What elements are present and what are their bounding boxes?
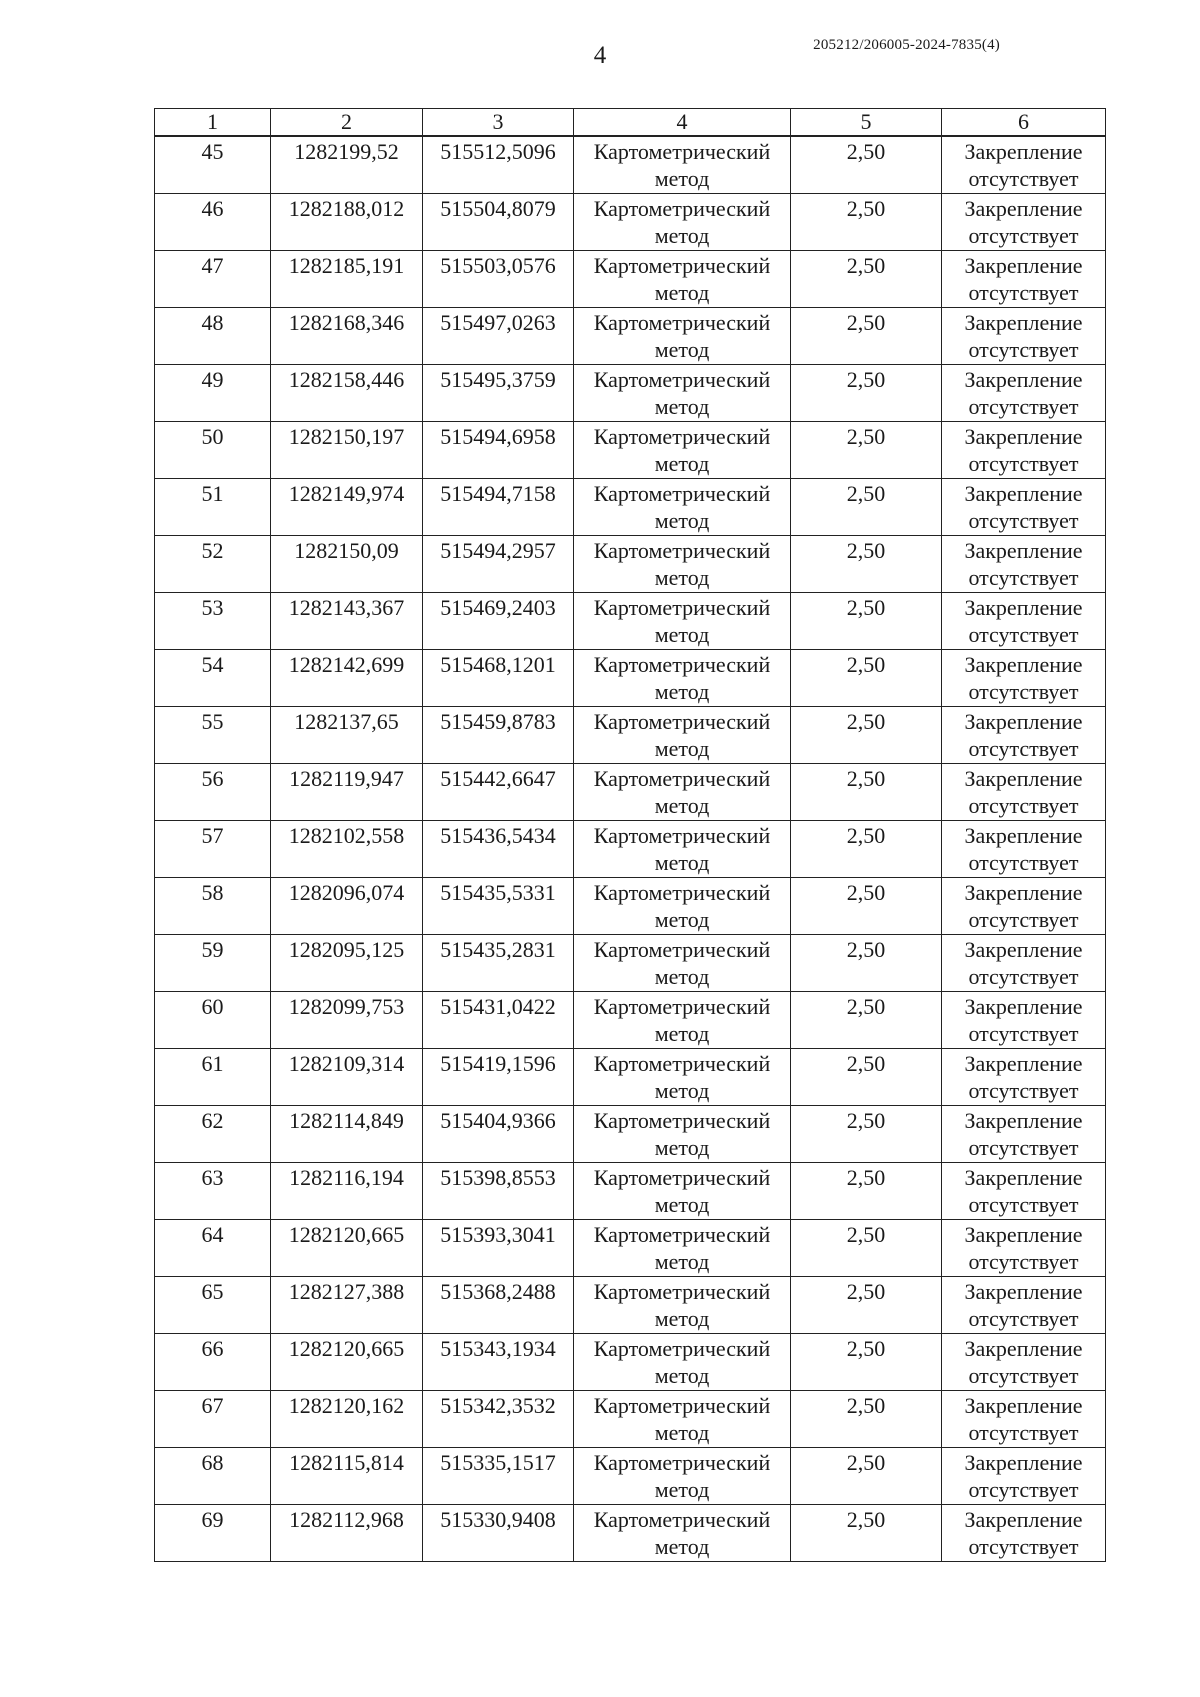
table-body xyxy=(155,136,1106,1562)
method-line-1: Картометрический xyxy=(593,310,771,335)
x-coordinate-cell: 1282114,849 xyxy=(271,1106,423,1163)
x-coordinate-cell: 1282150,09 xyxy=(271,536,423,593)
x-coordinate-cell: 1282150,197 xyxy=(271,422,423,479)
y-coordinate-cell: 515398,8553 xyxy=(423,1163,574,1220)
accuracy-cell: 2,50 xyxy=(791,1448,942,1505)
point-number-cell: 57 xyxy=(155,821,271,878)
method-line-1: Картометрический xyxy=(593,1051,771,1076)
fixation-cell xyxy=(942,593,1106,650)
table-row xyxy=(155,707,1106,764)
fixation-line-1: Закрепление xyxy=(964,1393,1083,1418)
accuracy-cell: 2,50 xyxy=(791,422,942,479)
point-number-cell: 69 xyxy=(155,1505,271,1562)
method-line-2: метод xyxy=(654,166,710,191)
method-line-1: Картометрический xyxy=(593,937,771,962)
method-cell xyxy=(574,707,791,764)
fixation-line-2: отсутствует xyxy=(968,508,1079,533)
y-coordinate-cell: 515504,8079 xyxy=(423,194,574,251)
fixation-cell xyxy=(942,1391,1106,1448)
method-line-1: Картометрический xyxy=(593,424,771,449)
accuracy-cell: 2,50 xyxy=(791,650,942,707)
method-line-1: Картометрический xyxy=(593,139,771,164)
method-cell xyxy=(574,1391,791,1448)
method-line-1: Картометрический xyxy=(593,481,771,506)
point-number-cell: 61 xyxy=(155,1049,271,1106)
fixation-cell xyxy=(942,536,1106,593)
fixation-line-2: отсутствует xyxy=(968,736,1079,761)
fixation-line-2: отсутствует xyxy=(968,166,1079,191)
method-line-2: метод xyxy=(654,736,710,761)
column-header: 1 xyxy=(155,109,271,137)
fixation-cell xyxy=(942,1220,1106,1277)
fixation-line-2: отсутствует xyxy=(968,793,1079,818)
fixation-line-1: Закрепление xyxy=(964,253,1083,278)
x-coordinate-cell: 1282120,665 xyxy=(271,1220,423,1277)
point-number-cell: 66 xyxy=(155,1334,271,1391)
fixation-line-2: отсутствует xyxy=(968,1363,1079,1388)
fixation-line-1: Закрепление xyxy=(964,1507,1083,1532)
accuracy-cell: 2,50 xyxy=(791,1277,942,1334)
method-line-1: Картометрический xyxy=(593,1108,771,1133)
y-coordinate-cell: 515442,6647 xyxy=(423,764,574,821)
table-row xyxy=(155,194,1106,251)
method-cell xyxy=(574,764,791,821)
fixation-line-1: Закрепление xyxy=(964,1165,1083,1190)
accuracy-cell: 2,50 xyxy=(791,1334,942,1391)
point-number-cell: 52 xyxy=(155,536,271,593)
fixation-line-1: Закрепление xyxy=(964,595,1083,620)
fixation-line-1: Закрепление xyxy=(964,937,1083,962)
method-line-1: Картометрический xyxy=(593,196,771,221)
fixation-line-2: отсутствует xyxy=(968,679,1079,704)
table-row xyxy=(155,650,1106,707)
accuracy-cell: 2,50 xyxy=(791,992,942,1049)
method-line-2: метод xyxy=(654,1192,710,1217)
method-line-1: Картометрический xyxy=(593,652,771,677)
point-number-cell: 45 xyxy=(155,136,271,194)
fixation-line-2: отсутствует xyxy=(968,622,1079,647)
method-line-1: Картометрический xyxy=(593,1279,771,1304)
fixation-cell xyxy=(942,707,1106,764)
accuracy-cell: 2,50 xyxy=(791,764,942,821)
fixation-line-2: отсутствует xyxy=(968,223,1079,248)
table-header xyxy=(155,109,1106,137)
fixation-line-1: Закрепление xyxy=(964,139,1083,164)
fixation-line-1: Закрепление xyxy=(964,709,1083,734)
table-row xyxy=(155,935,1106,992)
fixation-line-1: Закрепление xyxy=(964,424,1083,449)
point-number-cell: 48 xyxy=(155,308,271,365)
method-line-2: метод xyxy=(654,1306,710,1331)
method-cell xyxy=(574,992,791,1049)
fixation-cell xyxy=(942,935,1106,992)
point-number-cell: 47 xyxy=(155,251,271,308)
fixation-line-1: Закрепление xyxy=(964,1336,1083,1361)
x-coordinate-cell: 1282116,194 xyxy=(271,1163,423,1220)
x-coordinate-cell: 1282185,191 xyxy=(271,251,423,308)
method-line-2: метод xyxy=(654,1135,710,1160)
fixation-line-1: Закрепление xyxy=(964,310,1083,335)
fixation-line-2: отсутствует xyxy=(968,1021,1079,1046)
column-header: 4 xyxy=(574,109,791,137)
column-header: 3 xyxy=(423,109,574,137)
fixation-line-1: Закрепление xyxy=(964,994,1083,1019)
y-coordinate-cell: 515468,1201 xyxy=(423,650,574,707)
fixation-cell xyxy=(942,251,1106,308)
y-coordinate-cell: 515393,3041 xyxy=(423,1220,574,1277)
point-number-cell: 49 xyxy=(155,365,271,422)
x-coordinate-cell: 1282143,367 xyxy=(271,593,423,650)
fixation-line-2: отсутствует xyxy=(968,850,1079,875)
method-cell xyxy=(574,365,791,422)
y-coordinate-cell: 515342,3532 xyxy=(423,1391,574,1448)
accuracy-cell: 2,50 xyxy=(791,1220,942,1277)
table-row xyxy=(155,878,1106,935)
point-number-cell: 63 xyxy=(155,1163,271,1220)
table-row xyxy=(155,1505,1106,1562)
table-row xyxy=(155,251,1106,308)
x-coordinate-cell: 1282142,699 xyxy=(271,650,423,707)
table-row xyxy=(155,764,1106,821)
fixation-cell xyxy=(942,308,1106,365)
point-number-cell: 64 xyxy=(155,1220,271,1277)
accuracy-cell: 2,50 xyxy=(791,365,942,422)
accuracy-cell: 2,50 xyxy=(791,251,942,308)
fixation-cell xyxy=(942,1106,1106,1163)
y-coordinate-cell: 515368,2488 xyxy=(423,1277,574,1334)
accuracy-cell: 2,50 xyxy=(791,308,942,365)
fixation-line-2: отсутствует xyxy=(968,565,1079,590)
fixation-cell xyxy=(942,764,1106,821)
y-coordinate-cell: 515435,2831 xyxy=(423,935,574,992)
fixation-cell xyxy=(942,136,1106,194)
x-coordinate-cell: 1282149,974 xyxy=(271,479,423,536)
accuracy-cell: 2,50 xyxy=(791,479,942,536)
method-line-1: Картометрический xyxy=(593,253,771,278)
y-coordinate-cell: 515497,0263 xyxy=(423,308,574,365)
x-coordinate-cell: 1282099,753 xyxy=(271,992,423,1049)
method-cell xyxy=(574,1220,791,1277)
fixation-line-1: Закрепление xyxy=(964,652,1083,677)
point-number-cell: 46 xyxy=(155,194,271,251)
method-line-2: метод xyxy=(654,394,710,419)
fixation-cell xyxy=(942,650,1106,707)
method-line-2: метод xyxy=(654,964,710,989)
point-number-cell: 50 xyxy=(155,422,271,479)
accuracy-cell: 2,50 xyxy=(791,707,942,764)
accuracy-cell: 2,50 xyxy=(791,821,942,878)
point-number-cell: 51 xyxy=(155,479,271,536)
x-coordinate-cell: 1282188,012 xyxy=(271,194,423,251)
fixation-line-2: отсутствует xyxy=(968,1306,1079,1331)
accuracy-cell: 2,50 xyxy=(791,194,942,251)
accuracy-cell: 2,50 xyxy=(791,1505,942,1562)
fixation-line-1: Закрепление xyxy=(964,766,1083,791)
fixation-line-2: отсутствует xyxy=(968,1192,1079,1217)
table-row xyxy=(155,536,1106,593)
point-number-cell: 53 xyxy=(155,593,271,650)
table-row xyxy=(155,365,1106,422)
table-row xyxy=(155,1049,1106,1106)
accuracy-cell: 2,50 xyxy=(791,1049,942,1106)
method-cell xyxy=(574,935,791,992)
point-number-cell: 56 xyxy=(155,764,271,821)
fixation-cell xyxy=(942,1163,1106,1220)
method-cell xyxy=(574,878,791,935)
document-id: 205212/206005-2024-7835(4) xyxy=(813,37,1000,53)
table-row xyxy=(155,1334,1106,1391)
y-coordinate-cell: 515503,0576 xyxy=(423,251,574,308)
fixation-line-2: отсутствует xyxy=(968,964,1079,989)
table-row xyxy=(155,1448,1106,1505)
method-cell xyxy=(574,821,791,878)
fixation-cell xyxy=(942,479,1106,536)
table-row xyxy=(155,593,1106,650)
method-cell xyxy=(574,1106,791,1163)
method-cell xyxy=(574,479,791,536)
y-coordinate-cell: 515512,5096 xyxy=(423,136,574,194)
fixation-cell xyxy=(942,194,1106,251)
accuracy-cell: 2,50 xyxy=(791,1106,942,1163)
fixation-cell xyxy=(942,422,1106,479)
x-coordinate-cell: 1282158,446 xyxy=(271,365,423,422)
x-coordinate-cell: 1282102,558 xyxy=(271,821,423,878)
y-coordinate-cell: 515459,8783 xyxy=(423,707,574,764)
method-line-2: метод xyxy=(654,1021,710,1046)
table-row xyxy=(155,422,1106,479)
method-line-1: Картометрический xyxy=(593,538,771,563)
table-row xyxy=(155,1163,1106,1220)
fixation-line-2: отсутствует xyxy=(968,280,1079,305)
method-cell xyxy=(574,1277,791,1334)
method-line-2: метод xyxy=(654,1534,710,1559)
y-coordinate-cell: 515469,2403 xyxy=(423,593,574,650)
fixation-cell xyxy=(942,878,1106,935)
method-cell xyxy=(574,536,791,593)
accuracy-cell: 2,50 xyxy=(791,878,942,935)
y-coordinate-cell: 515330,9408 xyxy=(423,1505,574,1562)
method-cell xyxy=(574,422,791,479)
fixation-cell xyxy=(942,821,1106,878)
y-coordinate-cell: 515343,1934 xyxy=(423,1334,574,1391)
x-coordinate-cell: 1282109,314 xyxy=(271,1049,423,1106)
method-line-1: Картометрический xyxy=(593,1336,771,1361)
fixation-line-1: Закрепление xyxy=(964,1279,1083,1304)
fixation-line-2: отсутствует xyxy=(968,451,1079,476)
column-header: 5 xyxy=(791,109,942,137)
fixation-line-1: Закрепление xyxy=(964,823,1083,848)
x-coordinate-cell: 1282199,52 xyxy=(271,136,423,194)
fixation-line-1: Закрепление xyxy=(964,1222,1083,1247)
table-row xyxy=(155,136,1106,194)
point-number-cell: 58 xyxy=(155,878,271,935)
point-number-cell: 62 xyxy=(155,1106,271,1163)
y-coordinate-cell: 515436,5434 xyxy=(423,821,574,878)
x-coordinate-cell: 1282096,074 xyxy=(271,878,423,935)
method-line-2: метод xyxy=(654,1249,710,1274)
method-line-2: метод xyxy=(654,223,710,248)
y-coordinate-cell: 515335,1517 xyxy=(423,1448,574,1505)
fixation-cell xyxy=(942,1277,1106,1334)
method-line-2: метод xyxy=(654,850,710,875)
accuracy-cell: 2,50 xyxy=(791,536,942,593)
table-row xyxy=(155,821,1106,878)
fixation-line-2: отсутствует xyxy=(968,337,1079,362)
point-number-cell: 55 xyxy=(155,707,271,764)
method-line-1: Картометрический xyxy=(593,880,771,905)
method-cell xyxy=(574,650,791,707)
method-cell xyxy=(574,593,791,650)
point-number-cell: 60 xyxy=(155,992,271,1049)
y-coordinate-cell: 515404,9366 xyxy=(423,1106,574,1163)
method-line-2: метод xyxy=(654,508,710,533)
fixation-line-2: отсутствует xyxy=(968,1249,1079,1274)
y-coordinate-cell: 515494,6958 xyxy=(423,422,574,479)
fixation-cell xyxy=(942,1505,1106,1562)
accuracy-cell: 2,50 xyxy=(791,136,942,194)
fixation-cell xyxy=(942,365,1106,422)
method-cell xyxy=(574,1448,791,1505)
x-coordinate-cell: 1282115,814 xyxy=(271,1448,423,1505)
fixation-line-1: Закрепление xyxy=(964,481,1083,506)
method-line-1: Картометрический xyxy=(593,1165,771,1190)
fixation-line-1: Закрепление xyxy=(964,1051,1083,1076)
method-cell xyxy=(574,1163,791,1220)
fixation-cell xyxy=(942,1334,1106,1391)
point-number-cell: 65 xyxy=(155,1277,271,1334)
accuracy-cell: 2,50 xyxy=(791,593,942,650)
point-number-cell: 54 xyxy=(155,650,271,707)
x-coordinate-cell: 1282120,665 xyxy=(271,1334,423,1391)
fixation-cell xyxy=(942,992,1106,1049)
method-line-1: Картометрический xyxy=(593,1507,771,1532)
x-coordinate-cell: 1282095,125 xyxy=(271,935,423,992)
method-line-2: метод xyxy=(654,1420,710,1445)
method-line-1: Картометрический xyxy=(593,709,771,734)
method-line-1: Картометрический xyxy=(593,766,771,791)
y-coordinate-cell: 515435,5331 xyxy=(423,878,574,935)
y-coordinate-cell: 515431,0422 xyxy=(423,992,574,1049)
table-row xyxy=(155,479,1106,536)
table-row xyxy=(155,1106,1106,1163)
method-cell xyxy=(574,194,791,251)
coordinates-table xyxy=(154,108,1106,1562)
method-cell xyxy=(574,136,791,194)
table-row xyxy=(155,1220,1106,1277)
fixation-line-1: Закрепление xyxy=(964,196,1083,221)
fixation-cell xyxy=(942,1448,1106,1505)
point-number-cell: 68 xyxy=(155,1448,271,1505)
accuracy-cell: 2,50 xyxy=(791,1163,942,1220)
method-line-1: Картометрический xyxy=(593,595,771,620)
x-coordinate-cell: 1282127,388 xyxy=(271,1277,423,1334)
method-line-2: метод xyxy=(654,337,710,362)
method-line-1: Картометрический xyxy=(593,1450,771,1475)
fixation-line-1: Закрепление xyxy=(964,880,1083,905)
fixation-line-2: отсутствует xyxy=(968,907,1079,932)
column-header: 6 xyxy=(942,109,1106,137)
method-line-2: метод xyxy=(654,1363,710,1388)
method-line-2: метод xyxy=(654,793,710,818)
table-row xyxy=(155,992,1106,1049)
accuracy-cell: 2,50 xyxy=(791,1391,942,1448)
x-coordinate-cell: 1282137,65 xyxy=(271,707,423,764)
method-line-1: Картометрический xyxy=(593,1393,771,1418)
method-line-2: метод xyxy=(654,1477,710,1502)
y-coordinate-cell: 515494,2957 xyxy=(423,536,574,593)
table-row xyxy=(155,1277,1106,1334)
fixation-cell xyxy=(942,1049,1106,1106)
method-line-2: метод xyxy=(654,622,710,647)
header-row xyxy=(155,109,1106,137)
fixation-line-1: Закрепление xyxy=(964,367,1083,392)
x-coordinate-cell: 1282168,346 xyxy=(271,308,423,365)
accuracy-cell: 2,50 xyxy=(791,935,942,992)
x-coordinate-cell: 1282119,947 xyxy=(271,764,423,821)
method-line-1: Картометрический xyxy=(593,367,771,392)
fixation-line-1: Закрепление xyxy=(964,1108,1083,1133)
table-row xyxy=(155,1391,1106,1448)
method-cell xyxy=(574,308,791,365)
y-coordinate-cell: 515494,7158 xyxy=(423,479,574,536)
method-cell xyxy=(574,1505,791,1562)
method-line-2: метод xyxy=(654,565,710,590)
fixation-line-2: отсутствует xyxy=(968,394,1079,419)
method-cell xyxy=(574,1334,791,1391)
method-cell xyxy=(574,251,791,308)
y-coordinate-cell: 515495,3759 xyxy=(423,365,574,422)
fixation-line-2: отсутствует xyxy=(968,1534,1079,1559)
fixation-line-2: отсутствует xyxy=(968,1477,1079,1502)
point-number-cell: 67 xyxy=(155,1391,271,1448)
table-row xyxy=(155,308,1106,365)
fixation-line-1: Закрепление xyxy=(964,1450,1083,1475)
method-line-1: Картометрический xyxy=(593,823,771,848)
method-line-1: Картометрический xyxy=(593,1222,771,1247)
page-number: 4 xyxy=(593,42,607,69)
y-coordinate-cell: 515419,1596 xyxy=(423,1049,574,1106)
fixation-line-1: Закрепление xyxy=(964,538,1083,563)
x-coordinate-cell: 1282120,162 xyxy=(271,1391,423,1448)
fixation-line-2: отсутствует xyxy=(968,1420,1079,1445)
method-line-1: Картометрический xyxy=(593,994,771,1019)
x-coordinate-cell: 1282112,968 xyxy=(271,1505,423,1562)
fixation-line-2: отсутствует xyxy=(968,1135,1079,1160)
fixation-line-2: отсутствует xyxy=(968,1078,1079,1103)
method-line-2: метод xyxy=(654,679,710,704)
method-line-2: метод xyxy=(654,1078,710,1103)
point-number-cell: 59 xyxy=(155,935,271,992)
method-line-2: метод xyxy=(654,280,710,305)
column-header: 2 xyxy=(271,109,423,137)
method-cell xyxy=(574,1049,791,1106)
method-line-2: метод xyxy=(654,907,710,932)
method-line-2: метод xyxy=(654,451,710,476)
